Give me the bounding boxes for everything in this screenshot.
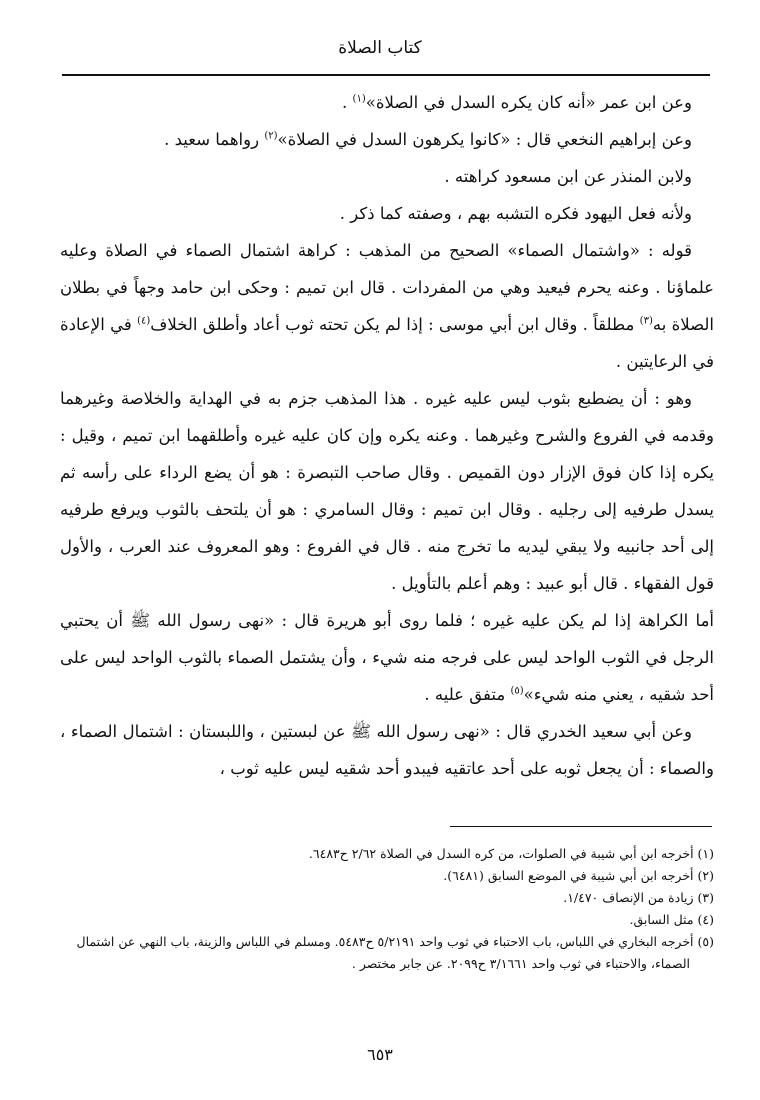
paragraph-4: ولأنه فعل اليهود فكره التشبه بهم ، وصفته كما ذكر . (339, 204, 692, 223)
paragraph-5-text-b: مطلقاً . وقال ابن أبي موسى : إذا لم يكن تحته ثوب أعاد وأطلق الخلاف (150, 315, 640, 334)
paragraph-5 (60, 232, 714, 380)
paragraph-7-text-b: متفق عليه . (424, 685, 511, 704)
paragraph-2-text-a: وعن إبراهيم النخعي قال : «كانوا يكرهون السدل في الصلاة» (277, 130, 692, 149)
footnote-ref-3: (٣) (639, 315, 653, 327)
paragraph-1-text: وعن ابن عمر «أنه كان يكره السدل في الصلاة» (365, 93, 692, 112)
footnote-1: (١) أخرجه ابن أبي شيبة في الصلوات، من كره السدل في الصلاة ٢/٦٢ ح٦٤٨٣. (308, 846, 714, 861)
footnote-ref-2: (٢) (264, 130, 278, 142)
footnote-ref-4: (٤) (137, 315, 151, 327)
paragraph-5-text-c: في الإعادة في الرعايتين . (60, 315, 714, 371)
paragraph-3: ولابن المنذر عن ابن مسعود كراهته . (444, 167, 692, 186)
footnote-4: (٤) مثل السابق. (629, 912, 714, 927)
paragraph-7 (60, 602, 714, 713)
header-rule (62, 74, 710, 76)
main-text (60, 84, 714, 787)
paragraph-6: وهو : أن يضطبع بثوب ليس عليه غيره . هذا المذهب جزم به في الهداية والخلاصة وغيرهما وقدمه في الفروع والشرح وغيرهما . وعنه يكره وإن كان عليه غيره وأطلقهما ابن تميم ، وقيل : يكره إذا كان فوق الإزار دون القميص . وقال صاحب التبصرة : هو أن يضع الرداء على رأسه ثم يسدل طرفيه إلى رجليه . وقال ابن تميم : وقال السامري : هو أن يلتحف بالثوب ويرفع طرفيه إلى أحد جانبيه ولا يبقي ليديه ما تخرج منه . قال في الفروع : وهو المعروف عند العرب ، والأول قول الفقهاء . قال أبو عبيد : وهم أعلم بالتأويل . (60, 389, 714, 593)
paragraph-5-text-a: قوله : «واشتمال الصماء» الصحيح من المذهب : كراهة اشتمال الصماء في الصلاة وعليه علماؤنا . وعنه يحرم فيعيد وهي من المفردات . قال ابن تميم : وحكى ابن حامد وجهاً في بطلان الصلاة به (60, 241, 714, 334)
page-number: ٦٥٣ (367, 1045, 393, 1064)
footnote-3: (٣) زيادة من الإنصاف ١/٤٧٠. (563, 890, 714, 905)
footnote-ref-5: (٥) (510, 685, 524, 697)
paragraph-1: وعن ابن عمر «أنه كان يكره السدل في الصلاة»$^{(١)}$ . (342, 93, 692, 112)
paragraph-7-text-a: أما الكراهة إذا لم يكن عليه غيره ؛ فلما روى أبو هريرة قال : «نهى رسول الله ﷺ أن يحتبي الرجل في الثوب الواحد ليس على فرجه منه شيء ، وأن يشتمل الصماء بالثوب الواحد ليس على أحد شقيه ، يعني منه شيء» (60, 611, 714, 704)
paragraph-8: وعن أبي سعيد الخدري قال : «نهى رسول الله ﷺ عن لبستين ، واللبستان : اشتمال الصماء ، والصماء : أن يجعل ثوبه على أحد عاتقيه فيبدو أحد شقيه ليس عليه ثوب ، (60, 722, 714, 778)
footnote-ref-1: (١) (352, 93, 366, 105)
paragraph-2-text-b: رواهما سعيد . (164, 130, 265, 149)
paragraph-2 (60, 121, 714, 158)
running-header: كتاب الصلاة (338, 38, 422, 58)
footnote-2: (٢) أخرجه ابن أبي شيبة في الموضع السابق (٦٤٨١). (443, 868, 714, 883)
footnote-5: (٥) أخرجه البخاري في اللباس، باب الاحتباء في ثوب واحد ٥/٢١٩١ ح٥٤٨٣. ومسلم في اللباس والزينة، باب النهي عن اشتمال الصماء، والاحتباء في ثوب واحد ٣/١٦٦١ ح٢٠٩٩. عن جابر مختصر . (76, 934, 714, 971)
footnotes (60, 843, 714, 975)
footnote-rule (450, 826, 712, 827)
